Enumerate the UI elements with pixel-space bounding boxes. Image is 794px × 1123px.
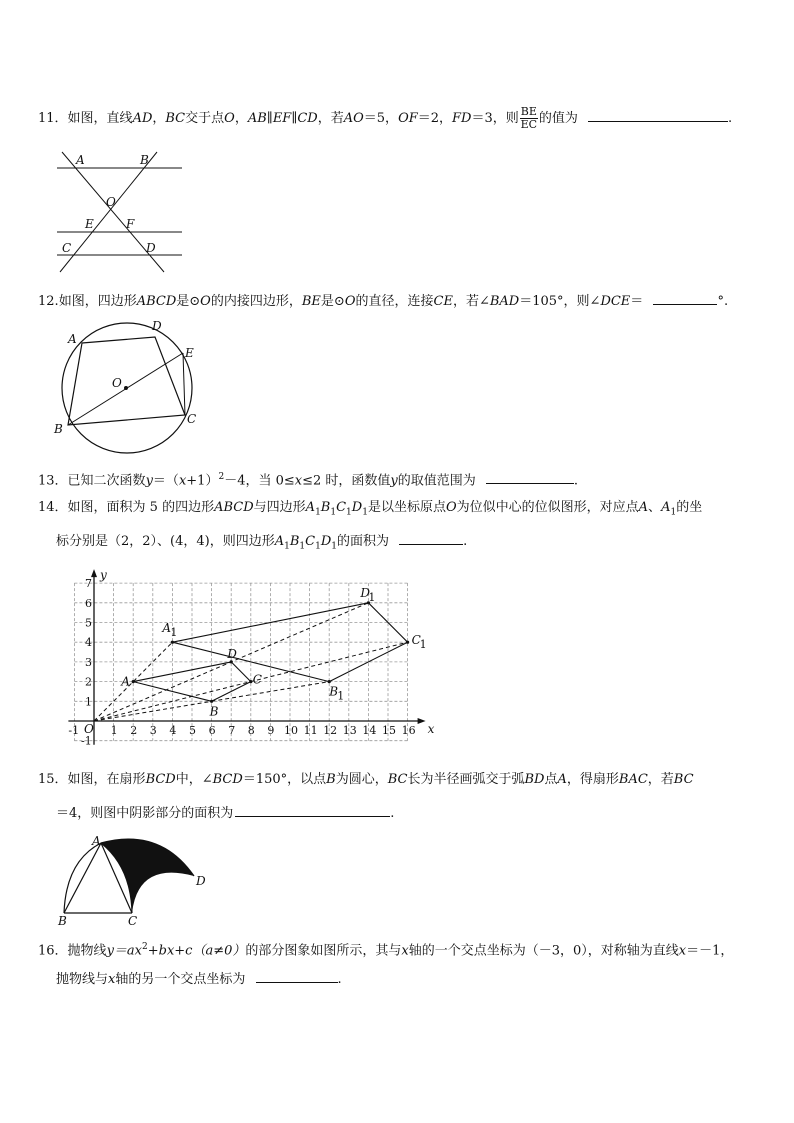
- label-b: B: [54, 422, 63, 436]
- text: 抛物线: [67, 943, 107, 959]
- text: A: [638, 500, 649, 515]
- text: °.: [717, 294, 729, 309]
- edge-dc: [231, 662, 251, 682]
- origin-label: O: [84, 722, 94, 736]
- fraction-denominator: EC: [520, 118, 538, 131]
- text: x: [108, 972, 116, 987]
- text: 是以坐标原点: [367, 500, 446, 515]
- question-16-line1: [38, 937, 733, 961]
- point-label-b1: B: [329, 684, 339, 699]
- label-d: D: [146, 241, 156, 255]
- point-label-c: C: [252, 672, 262, 687]
- x-tick-label: 4: [169, 724, 177, 737]
- text: B: [320, 500, 331, 515]
- text: ，: [152, 111, 166, 126]
- question-number: 16．: [38, 943, 68, 959]
- text: 中，∠: [175, 772, 213, 787]
- x-tick-label: 2: [130, 724, 138, 737]
- text: FD: [452, 111, 472, 126]
- point-b: [210, 700, 213, 703]
- text: .: [463, 534, 468, 549]
- text: ＝2，: [417, 111, 453, 126]
- x-tick-label: 15: [382, 724, 396, 737]
- text: BCD: [145, 772, 176, 787]
- answer-blank[interactable]: [235, 802, 390, 817]
- text: 、: [648, 500, 662, 515]
- label-a: A: [76, 153, 85, 167]
- question-15-line1: [38, 770, 694, 790]
- fraction-be-ec: [520, 106, 538, 131]
- text: 2: [218, 472, 225, 482]
- x-tick-label: -1: [68, 724, 80, 737]
- text: AD: [132, 111, 153, 126]
- figure-q12: [52, 315, 212, 445]
- text: ∥: [291, 111, 298, 126]
- x-tick-label: 16: [401, 724, 416, 737]
- fraction-numerator: BE: [520, 105, 537, 118]
- text: D: [320, 534, 332, 549]
- text: BC: [387, 772, 408, 787]
- x-tick-label: 13: [342, 724, 357, 737]
- question-14-line1: [38, 498, 702, 523]
- question-number: 12.: [38, 294, 59, 309]
- text: 1: [284, 541, 290, 552]
- text: O: [344, 294, 356, 309]
- x-tick-label: 14: [362, 724, 377, 737]
- text: BAD: [489, 294, 520, 309]
- text: 1: [670, 507, 677, 518]
- text: ，若: [647, 772, 674, 787]
- y-tick-label: 3: [85, 655, 92, 669]
- x-tick-label: 6: [208, 724, 216, 737]
- label-f: F: [126, 217, 135, 231]
- figure-q15: [56, 833, 226, 928]
- text: B: [326, 772, 336, 787]
- point-c1: [406, 641, 409, 644]
- question-16-line2: [56, 968, 342, 990]
- x-tick-label: 12: [323, 724, 338, 737]
- text: x: [401, 943, 409, 959]
- text: EF: [272, 111, 292, 126]
- text: 1: [330, 507, 337, 518]
- text: BD: [524, 772, 545, 787]
- text: 1: [299, 541, 306, 552]
- text: ＝5，: [363, 111, 399, 126]
- x-tick-label: 3: [149, 724, 157, 737]
- text: +1）: [186, 473, 219, 489]
- question-number: 14．: [38, 500, 68, 515]
- label-c: C: [62, 241, 72, 255]
- text: ＝3，则: [471, 111, 519, 126]
- text: B: [289, 534, 300, 549]
- text: AO: [343, 111, 364, 126]
- text: ，若∠: [452, 294, 490, 309]
- text: .: [337, 972, 342, 987]
- figure-q14-coordinate-grid: [34, 565, 434, 750]
- text: CD: [297, 111, 318, 126]
- x-tick-label: 9: [267, 724, 275, 737]
- x-tick-label: 8: [247, 724, 255, 737]
- figure-q11: [52, 150, 192, 285]
- text: 轴的一个交点坐标为（－3，0），对称轴为直线: [408, 943, 679, 959]
- text: .: [390, 806, 395, 821]
- text: ，若: [317, 111, 344, 126]
- text: ∥: [266, 111, 273, 126]
- text: A: [274, 534, 285, 549]
- label-o: O: [112, 376, 122, 390]
- text: DCE: [600, 294, 631, 309]
- text: 抛物线与: [56, 972, 109, 987]
- text: 1: [331, 541, 338, 552]
- text: 的坐: [676, 500, 703, 515]
- text: 交于点: [185, 111, 225, 126]
- text: ＝: [630, 294, 644, 309]
- text: 的取值范围为: [397, 473, 476, 489]
- label-e: E: [85, 217, 94, 231]
- x-axis-label: x: [427, 722, 435, 736]
- label-c: C: [128, 914, 138, 928]
- point-label-sub: 1: [368, 590, 376, 604]
- text: .: [573, 473, 579, 489]
- edge-ad: [133, 662, 231, 682]
- point-label-d1: D: [360, 585, 371, 600]
- text: BCD: [212, 772, 243, 787]
- y-axis-arrow: [91, 569, 97, 577]
- text: A: [305, 500, 316, 515]
- text: ＝4，则图中阴影部分的面积为: [56, 806, 234, 821]
- question-14-line2: [56, 530, 467, 557]
- text: BE: [301, 294, 321, 309]
- point-a: [132, 680, 135, 683]
- text: AB: [247, 111, 267, 126]
- label-b: B: [140, 153, 149, 167]
- text: D: [351, 500, 363, 515]
- label-o: O: [106, 195, 116, 209]
- text: 的内接四边形，: [210, 294, 302, 309]
- text: 是⊙: [176, 294, 201, 309]
- point-label-sub: 1: [419, 638, 427, 652]
- x-tick-label: 1: [110, 724, 118, 737]
- text: O: [200, 294, 211, 309]
- point-b1: [328, 680, 331, 683]
- text: 长为半径画弧交于弧: [407, 772, 525, 787]
- point-label-d: D: [227, 646, 237, 661]
- text: ≤2 时，函数值: [302, 473, 391, 489]
- text: 1: [315, 541, 321, 552]
- x-tick-label: 10: [284, 724, 298, 737]
- text: ＝150°，以点: [242, 772, 327, 787]
- text: C: [305, 534, 316, 549]
- point-label-sub: 1: [337, 689, 345, 703]
- text: ，得扇形: [566, 772, 619, 787]
- question-number: 11．: [38, 111, 68, 126]
- label-d: D: [152, 319, 162, 333]
- text: A: [661, 500, 671, 515]
- text: 1: [346, 507, 352, 518]
- text: 为位似中心的位似图形，对应点: [456, 500, 639, 515]
- text: 标分别是（2，2）、(4，4)，则四边形: [56, 534, 275, 549]
- text: 如图，面积为 5 的四边形: [67, 500, 215, 515]
- x-axis-arrow: [418, 718, 426, 724]
- text: 2: [142, 942, 148, 952]
- question-number: 15．: [38, 772, 68, 787]
- text: O: [445, 500, 457, 515]
- text: 的直径，连接: [355, 294, 434, 309]
- point-label-b: B: [209, 704, 219, 719]
- question-11: [38, 106, 732, 131]
- question-15-line2: [56, 802, 394, 824]
- text: 是⊙: [320, 294, 345, 309]
- point-a1: [171, 641, 174, 644]
- y-tick-label: 2: [85, 675, 92, 689]
- text: x: [294, 473, 303, 489]
- text: BC: [165, 111, 186, 126]
- text: C: [336, 500, 347, 515]
- text: ABCD: [136, 294, 177, 309]
- text: x: [678, 943, 687, 959]
- text: ABCD: [214, 500, 254, 515]
- text: 已知二次函数: [67, 473, 146, 489]
- y-tick-label: 7: [85, 577, 92, 591]
- answer-blank[interactable]: [588, 107, 728, 122]
- point-label-sub: 1: [170, 626, 178, 640]
- y-tick-label: 4: [85, 636, 92, 650]
- label-a: A: [92, 834, 101, 848]
- y-tick-label: 6: [85, 596, 92, 610]
- text: y: [390, 473, 398, 489]
- x-tick-label: 11: [303, 724, 318, 737]
- question-12: [38, 290, 728, 312]
- text: +bx+c（a≠0）: [147, 943, 246, 959]
- question-number: 13．: [38, 473, 68, 489]
- text: 与四边形: [253, 500, 306, 515]
- text: 的值为: [538, 111, 578, 126]
- point-label-a1: A: [162, 621, 172, 636]
- y-tick-label: 5: [85, 616, 92, 630]
- answer-blank[interactable]: [653, 290, 717, 305]
- answer-blank[interactable]: [399, 530, 463, 545]
- text: 的部分图象如图所示，其与: [245, 943, 402, 959]
- y-axis-label: y: [100, 568, 107, 583]
- answer-blank[interactable]: [256, 968, 338, 983]
- text: ，: [234, 111, 248, 126]
- answer-blank[interactable]: [486, 469, 574, 484]
- text: ＝105°，则∠: [519, 294, 601, 309]
- text: 的面积为: [337, 534, 390, 549]
- x-tick-label: 7: [228, 724, 236, 737]
- text: 1: [362, 507, 368, 518]
- x-tick-label: 5: [189, 724, 196, 737]
- label-a: A: [68, 332, 77, 346]
- label-b: B: [58, 914, 67, 928]
- question-13: [38, 467, 578, 491]
- text: OF: [398, 111, 418, 126]
- text: 如图，四边形: [58, 294, 137, 309]
- text: －4，当 0≤: [224, 473, 295, 489]
- point-label-a: A: [121, 674, 130, 689]
- point-label-c1: C: [411, 633, 421, 648]
- text: 为圆心，: [335, 772, 388, 787]
- text: 轴的另一个交点坐标为: [115, 972, 246, 987]
- y-tick-label: -1: [81, 734, 92, 748]
- text: 点: [544, 772, 558, 787]
- text: x: [178, 473, 187, 489]
- label-c: C: [187, 412, 197, 426]
- text: .: [728, 111, 733, 126]
- label-d: D: [196, 874, 206, 888]
- text: BAC: [618, 772, 648, 787]
- text: CE: [433, 294, 453, 309]
- text: O: [224, 111, 235, 126]
- y-tick-label: 1: [85, 695, 92, 709]
- text: ＝－1，: [686, 943, 734, 959]
- label-e: E: [185, 346, 194, 360]
- text: y: [145, 473, 153, 489]
- text: BC: [673, 772, 694, 787]
- text: ＝（: [152, 473, 179, 489]
- text: 如图，在扇形: [67, 772, 146, 787]
- text: 1: [315, 507, 321, 518]
- text: 如图，直线: [67, 111, 133, 126]
- text: A: [557, 772, 567, 787]
- text: y＝ax: [106, 943, 142, 959]
